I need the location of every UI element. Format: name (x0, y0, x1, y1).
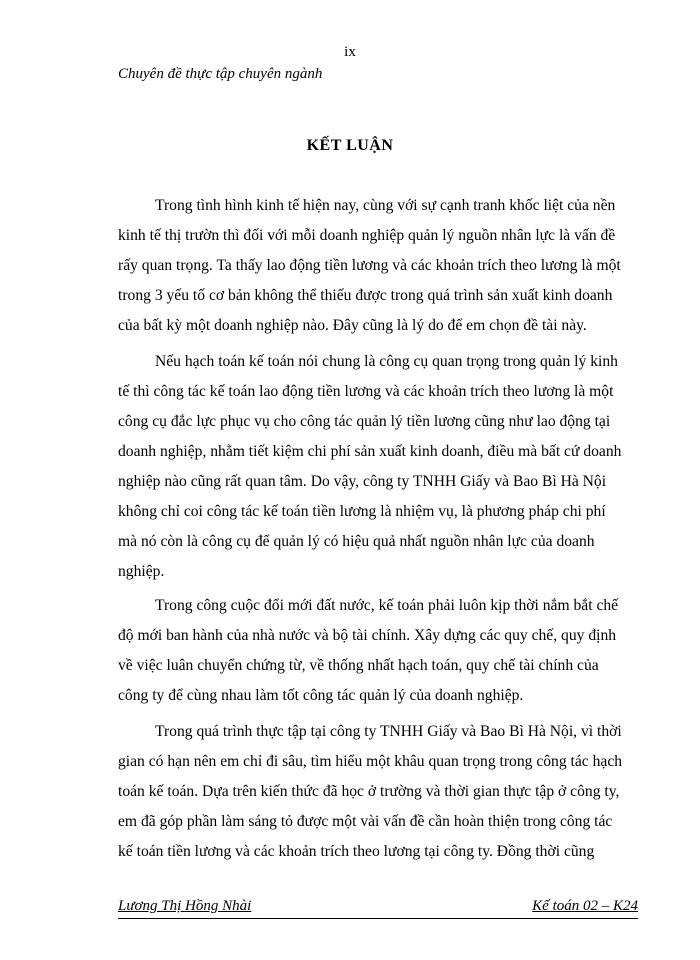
text-line: toán kế toán. Dựa trên kiến thức đã học ở trường và thời gian thực tập ở công ty, (118, 783, 620, 800)
text-line: của bất kỳ một doanh nghiệp nào. Đây cũng là lý do để em chọn đề tài này. (118, 317, 587, 334)
footer-class: Kế toán 02 – K24 (532, 898, 638, 914)
text-line: Trong tình hình kinh tế hiện nay, cùng với sự cạnh tranh khốc liệt của nền (155, 197, 616, 214)
footer-author: Lương Thị Hồng Nhài (118, 898, 252, 914)
text-line: nghiệp nào cũng rất quan tâm. Do vậy, công ty TNHH Giấy và Bao Bì Hà Nội (118, 473, 607, 490)
header-title: Chuyên đề thực tập chuyên ngành (118, 66, 323, 82)
text-line: công cụ đắc lực phục vụ cho công tác quản lý tiền lương cũng như lao động tại (118, 413, 611, 430)
text-line: độ mới ban hành của nhà nước và bộ tài chính. Xây dựng các quy chế, quy định (118, 627, 617, 644)
page-number: ix (344, 44, 356, 60)
text-line: kinh tế thị trườn thì đối với mỗi doanh nghiệp quản lý nguồn nhân lực là vấn đề (118, 227, 616, 244)
text-line: tế thì công tác kế toán lao động tiền lương và các khoản trích theo lương là một (118, 383, 614, 400)
text-line: kế toán tiền lương và các khoản trích theo lương tại công ty. Đồng thời cũng (118, 843, 595, 860)
footer-rule (118, 918, 638, 919)
text-line: Nếu hạch toán kế toán nói chung là công cụ quan trọng trong quản lý kinh (155, 353, 618, 370)
text-line: về việc luân chuyển chứng từ, về thống nhất hạch toán, quy chế tài chính của (118, 657, 599, 674)
text-line: Trong quá trình thực tập tại công ty TNHH Giấy và Bao Bì Hà Nội, vì thời (155, 723, 622, 740)
text-line: rấy quan trọng. Ta thấy lao động tiền lương và các khoản trích theo lương là một (118, 257, 621, 274)
text-line: em đã góp phần làm sáng tỏ được một vài vấn đề cần hoàn thiện trong công tác (118, 813, 613, 830)
text-line: nghiệp. (118, 563, 165, 580)
text-line: mà nó còn là công cụ để quản lý có hiệu quả nhất nguồn nhân lực của doanh (118, 533, 595, 550)
document-title: KẾT LUẬN (306, 137, 394, 154)
text-line: gian có hạn nên em chỉ đi sâu, tìm hiểu một khâu quan trọng trong công tác hạch (118, 753, 623, 770)
text-line: không chỉ coi công tác kế toán tiền lương là nhiệm vụ, là phương pháp chi phí (118, 503, 606, 520)
text-line: công ty để cùng nhau làm tốt công tác quản lý của doanh nghiệp. (118, 687, 524, 704)
text-line: doanh nghiệp, nhằm tiết kiệm chi phí sản xuất kinh doanh, điều mà bất cứ doanh (118, 443, 622, 460)
text-line: trong 3 yếu tố cơ bản không thể thiếu được trong quá trình sản xuất kinh doanh (118, 287, 613, 304)
text-line: Trong công cuộc đổi mới đất nước, kế toán phải luôn kịp thời nắm bắt chế (155, 597, 619, 614)
